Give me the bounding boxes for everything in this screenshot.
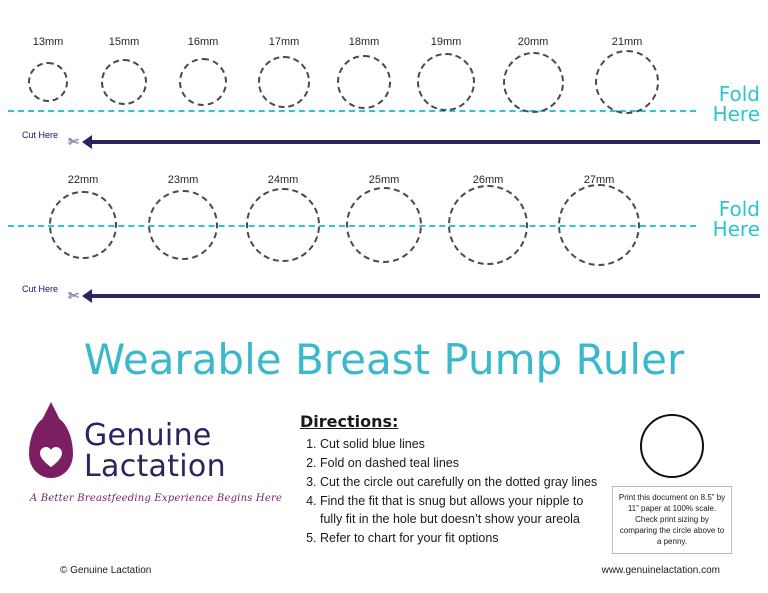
scissors-icon: ✄ bbox=[68, 288, 79, 303]
cut-rule-top bbox=[88, 140, 760, 144]
size-circle-item bbox=[493, 36, 573, 51]
water-drop-icon bbox=[26, 414, 76, 488]
logo-word-genuine: Genuine bbox=[84, 418, 212, 453]
cut-rule-bottom bbox=[88, 294, 760, 298]
size-circle-label: 13mm bbox=[32, 36, 64, 48]
size-circle-label: 22mm bbox=[67, 174, 99, 186]
logo-word-lactation: Lactation bbox=[84, 449, 226, 484]
cut-line-bottom bbox=[0, 284, 768, 308]
footer-copyright: © Genuine Lactation bbox=[60, 565, 152, 576]
size-circle bbox=[28, 62, 68, 102]
size-circle bbox=[337, 55, 392, 110]
size-circle-label: 25mm bbox=[368, 174, 400, 186]
size-circle-item bbox=[587, 36, 667, 51]
fold-label-line1: Fold bbox=[718, 82, 760, 106]
directions-heading: Directions: bbox=[300, 412, 399, 431]
size-circle-item bbox=[324, 36, 404, 51]
size-circle-label: 17mm bbox=[268, 36, 300, 48]
direction-step: 3. Cut the circle out carefully on the dotted gray lines bbox=[320, 473, 600, 491]
size-circle-label: 26mm bbox=[472, 174, 504, 186]
size-circle bbox=[417, 53, 475, 111]
footer-website: www.genuinelactation.com bbox=[601, 565, 720, 576]
size-circle-label: 27mm bbox=[583, 174, 615, 186]
direction-step: 2. Fold on dashed teal lines bbox=[320, 454, 600, 472]
size-circle bbox=[346, 187, 422, 263]
fold-label-line1: Fold bbox=[718, 197, 760, 221]
size-circle-label: 21mm bbox=[611, 36, 643, 48]
heart-icon bbox=[39, 446, 63, 468]
size-circle-label: 19mm bbox=[430, 36, 462, 48]
penny-reference bbox=[612, 414, 732, 554]
penny-circle-icon bbox=[640, 414, 704, 478]
ruler-row-top bbox=[0, 28, 768, 138]
circle-group-bottom bbox=[0, 168, 768, 293]
direction-step: 4. Find the fit that is snug but allows your nipple to fully fit in the hole but doesn’t show your areola bbox=[320, 492, 600, 528]
size-circle-label: 18mm bbox=[348, 36, 380, 48]
size-circle bbox=[503, 52, 564, 113]
size-circle bbox=[258, 56, 310, 108]
fold-label-line2: Here bbox=[712, 217, 760, 241]
size-circle bbox=[595, 50, 659, 114]
directions-list bbox=[300, 435, 600, 547]
size-circle-item bbox=[244, 36, 324, 51]
size-circle bbox=[49, 191, 116, 258]
size-circle-label: 16mm bbox=[187, 36, 219, 48]
size-circle-item bbox=[84, 36, 164, 51]
size-circle-item bbox=[8, 36, 88, 51]
size-circle-item bbox=[163, 36, 243, 51]
size-circle-item bbox=[406, 36, 486, 51]
size-circle bbox=[558, 184, 640, 266]
direction-step: 5. Refer to chart for your fit options bbox=[320, 529, 600, 547]
size-circle bbox=[101, 59, 147, 105]
scissors-icon: ✄ bbox=[68, 134, 79, 149]
directions-section bbox=[300, 412, 600, 548]
ruler-row-bottom bbox=[0, 168, 768, 293]
page-title: Wearable Breast Pump Ruler bbox=[83, 335, 685, 384]
cut-line-top bbox=[0, 130, 768, 154]
size-circle-item bbox=[243, 174, 323, 189]
size-circle bbox=[148, 190, 218, 260]
size-circle bbox=[179, 58, 228, 107]
fold-label-line2: Here bbox=[712, 102, 760, 126]
size-circle bbox=[246, 188, 319, 261]
size-circle bbox=[448, 185, 527, 264]
circle-group-top bbox=[0, 28, 768, 138]
size-circle-item bbox=[143, 174, 223, 189]
cut-here-label-top: Cut Here bbox=[22, 130, 59, 140]
size-circle-label: 15mm bbox=[108, 36, 140, 48]
print-scale-note: Print this document on 8.5” by 11” paper at 100% scale. Check print sizing by comparing the circle above to a penny. bbox=[612, 486, 732, 554]
direction-step: 1. Cut solid blue lines bbox=[320, 435, 600, 453]
size-circle-label: 20mm bbox=[517, 36, 549, 48]
brand-logo bbox=[26, 414, 286, 504]
size-circle-item bbox=[43, 174, 123, 189]
size-circle-label: 23mm bbox=[167, 174, 199, 186]
size-circle-label: 24mm bbox=[267, 174, 299, 186]
logo-tagline: A Better Breastfeeding Experience Begins Here bbox=[29, 493, 283, 504]
cut-here-label-bottom: Cut Here bbox=[22, 284, 59, 294]
